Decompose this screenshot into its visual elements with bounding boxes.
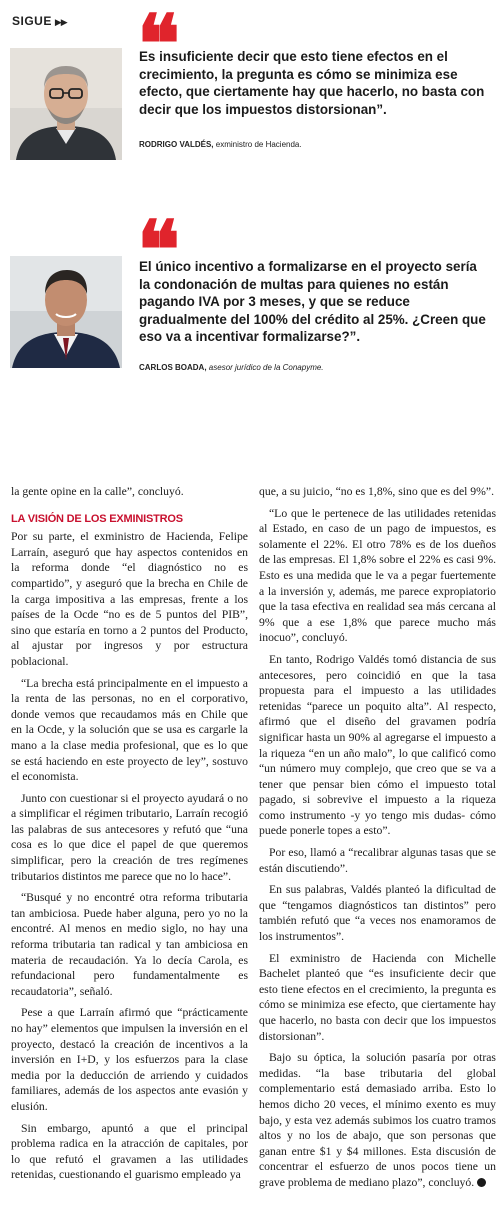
paragraph: En sus palabras, Valdés planteó la dificultad de que “tengamos diagnósticos tan distintos” pero también refutó que “a veces nos enamoramos de los instrumentos”. (259, 883, 496, 944)
quote-text-boada: El único incentivo a formalizarse en el proyecto sería la condonación de multas para quienes no están pagando IVA por 3 meses, y que se reduce gradualmente del 100% del crédito al 25%. ¿Creen que eso va a incentivar formalizarse?”. (139, 259, 486, 345)
paragraph: “Lo que le pertenece de las utilidades retenidas al Estado, en caso de un pago de impuestos, es solamente el 22%. El otro 78% es de los dueños de las empresas. El 1,8% sobre el 22% es casi 9%. Esto es una medida que le va a pegar fuertemente a la inversión y, además, me parece expropiatorio que la tasa efectiva en realidad sea más cercana al 9% que a ese 1,8% que parece mucho más inocuo”, concluyó. (259, 506, 496, 645)
attribution-name: RODRIGO VALDÉS, (139, 140, 214, 149)
paragraph: En tanto, Rodrigo Valdés tomó distancia de sus antecesores, pero coincidió en que la tasa propuesta para el impuesto a las utilidades retenidas “parece un poquito alta”. Al respecto, afirmó que el diseño del gravamen podría significar hasta un 90% al agregarse el impuesto a la riqueza “en un año malo”, lo que calificó como “un número muy complejo, que creo que se va a tener que pensar bien cómo el impuesto total pagado, si sobrevive el impuesto a la riqueza como instrumento -y yo tengo mis dudas- cómo puede ponerle topes a esto”. (259, 652, 496, 838)
paragraph: la gente opine en la calle”, concluyó. (11, 485, 184, 498)
portrait-rodrigo-valdes (10, 48, 122, 160)
paragraph-last (259, 1050, 496, 1190)
paragraph: “La brecha está principalmente en el impuesto a la renta de las personas, no en el corporativo, donde vemos que recaudamos más en Chile que en la Ocde, y la solución que se usa es cargarle la mano a la clase media profesional, que es lo que se está haciendo en este proyecto de ley”, sostuvo el economista. (11, 676, 248, 784)
paragraph-text: Bajo su óptica, la solución pasaría por otras medidas. “la base tributaria del global complementario está demasiado arriba. Esto lo hemos dicho 20 veces, el mínimo exento es muy bajo, y esta vez además subimos los cuatro tramos altos y no los de abajo, que son personas que ganan entre $1 y $4 millones. Esta discusión de concentrar el esfuerzo de unos pocos tiene un grave problema de mediano plazo”, concluyó. (259, 1051, 496, 1189)
portrait-valdes-image (10, 48, 122, 160)
sigue-text: SIGUE (12, 14, 52, 28)
paragraph: “Busqué y no encontré otra reforma tributaria tan ambiciosa. Puede haber alguna, pero yo no la encontré. Al menos en medio siglo, no hay una reforma tributaria tan radical y tan ambiciosa en materia de recaudación. Ya lo decía Carola, es refundacional pero fundamentalmente es recaudatoria”, señaló. (11, 891, 248, 998)
section-subhead: LA VISIÓN DE LOS EXMINISTROS (11, 512, 183, 525)
paragraph: Sin embargo, apuntó a que el principal problema radica en la atracción de capitales, por lo que refutó el gravamen a las utilidades retenidas, cuestionando el guarismo empleado ya (11, 1121, 248, 1182)
end-mark-icon (477, 1178, 486, 1187)
paragraph: Por su parte, el exministro de Hacienda, Felipe Larraín, aseguró que hay aspectos contenidos en la reforma donde “el diagnóstico no es compartido”, y aseguró que la brecha en Chile de la carga impositiva a las empresas, frente a los países de la Ocde “no es de 5 puntos del PIB”, sino que estaría en torno a 2 puntos del Producto, al ajustar por ingresos y por estructura poblacional. (11, 530, 248, 668)
quote-mark-icon: ❝ (137, 203, 181, 297)
article-column-left (11, 484, 248, 1189)
article-column-right (259, 484, 496, 1197)
quote-attribution-boada (139, 363, 491, 372)
sigue-label (12, 14, 67, 28)
quote-text-valdes: Es insuficiente decir que esto tiene efectos en el crecimiento, la pregunta es cómo se minimiza ese efecto, que ciertamente hay que hacerlo, no basta con decir que los impuestos distorsionan”. (139, 49, 485, 117)
portrait-carlos-boada (10, 256, 122, 368)
attribution-name: CARLOS BOADA, (139, 363, 207, 372)
paragraph: Por eso, llamó a “recalibrar algunas tasas que se están discutiendo”. (259, 846, 496, 875)
quote-mark-icon: ❝ (137, 0, 181, 91)
paragraph: El exministro de Hacienda con Michelle Bachelet planteó que “es insuficiente decir que esto tiene efectos en el crecimiento, la pregunta es cómo se minimiza ese efecto, que ciertamente hay que hacerlo, no basta con decir que los impuestos distorsionan”. (259, 951, 496, 1043)
quote-attribution-valdes (139, 140, 491, 149)
attribution-role: exministro de Hacienda. (215, 140, 302, 149)
portrait-boada-image (10, 256, 122, 368)
paragraph: Junto con cuestionar si el proyecto ayudará o no a simplificar el régimen tributario, Larraín recogió las palabras de sus antecesores y refutó que “una cosa es lo que dice el papel de que queremos simplificar, pero la creación de tres regímenes tributarios distintos me parece que no lo hace”. (11, 791, 248, 883)
paragraph: que, a su juicio, “no es 1,8%, sino que es del 9%”. (259, 485, 494, 498)
attribution-role: asesor jurídico de la Conapyme. (208, 363, 324, 372)
paragraph: Pese a que Larraín afirmó que “prácticamente no hay” elementos que impulsen la inversión en el proyecto, destacó la creación de incentivos a la inversión en I+D, y los esfuerzos para la clase media por la deducción de arriendo y cuidados familiares, además de los aspectos ante evasión y elusión. (11, 1006, 248, 1113)
sigue-arrows-icon: ▶▶ (54, 17, 67, 27)
